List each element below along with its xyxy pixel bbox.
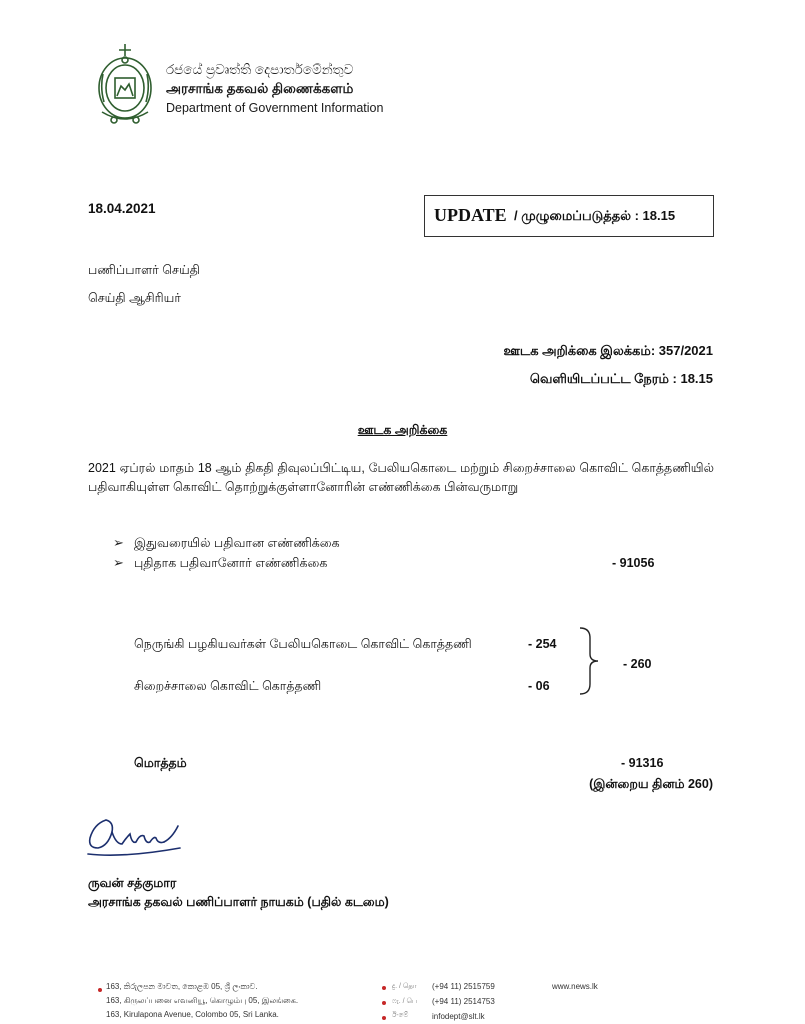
total-label: மொத்தம் [134,756,187,770]
arrow-bullet-icon: ➢ [113,555,124,570]
address-bullet-icon [98,988,102,992]
email-bullet-icon [382,1016,386,1020]
cluster-sum: - 260 [623,657,652,671]
phone-label: දු. / தொ [392,983,417,990]
bullet-total-so-far: இதுவரையில் பதிவான எண்ணிக்கை [134,536,340,550]
signatory-name: ருவன் சத்குமார [88,876,177,890]
media-release-heading: ஊடக அறிக்கை [357,423,448,437]
update-label: UPDATE [434,205,507,225]
today-count: (இன்றைய தினம் 260) [589,777,713,791]
department-name-english: Department of Government Information [166,101,384,115]
fax-bullet-icon [382,1001,386,1005]
fax-label: ෆැ. / பெ [392,998,418,1005]
signature-icon [84,814,184,862]
body-paragraph: 2021 ஏப்ரல் மாதம் 18 ஆம் திகதி திவுலப்பிட்டிய, பேலியகொடை மற்றும் சிறைச்சாலை கொவிட் கொத்தணியில் பதிவாகியுள்ள கொவிட் தொற்றுக்குள்ளானோரின் எண்ணிக்கை பின்வருமாறு [88,461,714,494]
cluster-value-peliyagoda: - 254 [528,637,557,651]
update-time: / முழுமைப்படுத்தல் : 18.15 [514,208,676,223]
footer-address-sinhala: 163, කිරුලපන මාවත, කොළඹ 05, ශ්‍රී ලංකාව. [106,982,258,991]
signatory-title: அரசாங்க தகவல் பணிப்பாளர் நாயகம் (பதில் கடமை) [88,895,389,909]
phone-bullet-icon [382,986,386,990]
recipient-news-editor: செய்தி ஆசிரியர் [88,291,181,305]
email-label: ඊ-මේ [392,1012,409,1019]
curly-brace-icon [578,626,608,696]
release-number: ஊடக அறிக்கை இலக்கம்: 357/2021 [503,343,713,358]
cluster-value-prison: - 06 [528,679,550,693]
release-time: வெளியிடப்பட்ட நேரம் : 18.15 [529,371,713,386]
release-date: 18.04.2021 [88,201,156,216]
update-box [424,195,714,237]
footer-phone: (+94 11) 2515759 [432,982,495,991]
footer-website: www.news.lk [552,982,598,991]
bullet-count-value: - 91056 [612,556,655,570]
cluster-row-peliyagoda: நெருங்கி பழகியவர்கள் பேலியகொடை கொவிட் கொத்தணி [134,637,472,651]
footer-address-english: 163, Kirulapona Avenue, Colombo 05, Sri Lanka. [106,1010,279,1019]
footer-address-tamil: 163, கிருலப்பனை எவனியூ, கொழும்பு 05, இலங்கை. [106,996,299,1005]
total-value: - 91316 [621,756,664,770]
department-name-sinhala: රජයේ ප්‍රවෘත්ති දෙපාර්තමේන්තුව [166,62,354,77]
bullet-new-cases: புதிதாக பதிவானோர் எண்ணிக்கை [134,556,328,570]
sri-lanka-emblem-icon [94,40,156,126]
cluster-row-prison: சிறைச்சாலை கொவிட் கொத்தணி [134,679,322,693]
recipient-director-news: பணிப்பாளர் செய்தி [88,263,200,277]
arrow-bullet-icon: ➢ [113,535,124,550]
footer-fax: (+94 11) 2514753 [432,997,495,1006]
department-name-tamil: அரசாங்க தகவல் திணைக்களம் [166,81,354,96]
footer-email: infodept@slt.lk [432,1012,485,1021]
